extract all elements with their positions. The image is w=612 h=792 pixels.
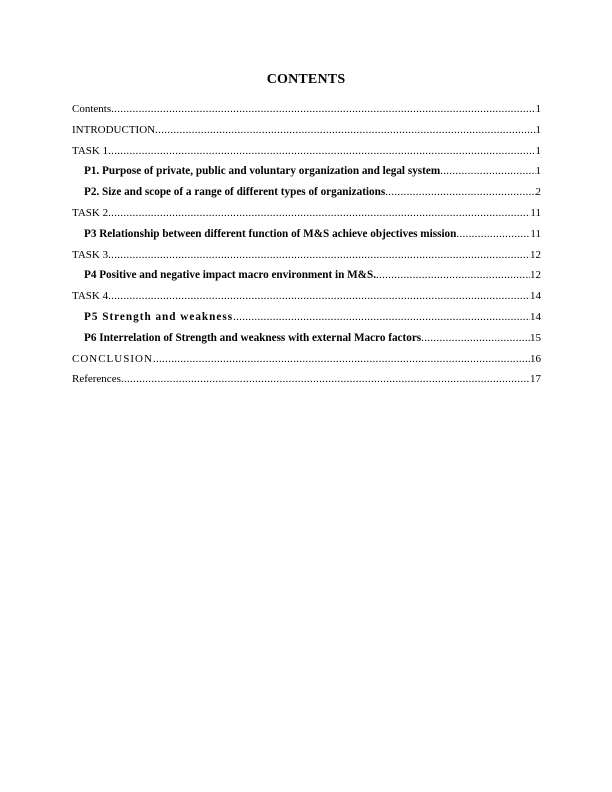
toc-dot-leader (108, 144, 535, 158)
toc-entry-task-1[interactable] (72, 144, 541, 165)
toc-entry-label: P3 Relationship between different function of M&S achieve objectives mission (84, 227, 457, 240)
toc-entry-task-4[interactable] (72, 289, 541, 310)
toc-entry-introduction[interactable] (72, 123, 541, 144)
toc-page-number: 12 (530, 269, 541, 282)
toc-page-number: 1 (535, 165, 541, 178)
toc-entry-label: P1. Purpose of private, public and voluntary organization and legal system (84, 165, 441, 178)
toc-page-number: 16 (530, 352, 541, 365)
toc-entry-p6[interactable] (72, 331, 541, 352)
toc-entry-contents[interactable] (72, 102, 541, 123)
toc-page-number: 1 (535, 103, 541, 115)
toc-page-number: 12 (530, 248, 541, 261)
toc-entry-label: TASK 2 (72, 206, 109, 219)
toc-entry-label: P5 Strength and weakness (84, 310, 234, 323)
toc-entry-label: P4 Positive and negative impact macro environment in M&S. (84, 269, 376, 282)
toc-entry-conclusion[interactable] (72, 352, 541, 373)
toc-page-number: 15 (530, 331, 541, 344)
toc-title: CONTENTS (266, 72, 346, 87)
toc-entry-label: References (72, 373, 121, 386)
toc-dot-leader (421, 331, 530, 345)
toc-entry-p3[interactable] (72, 227, 541, 248)
toc-entry-task-3[interactable] (72, 248, 541, 269)
toc-dot-leader (111, 102, 535, 116)
toc-entry-p4[interactable] (72, 268, 541, 289)
toc-page-number: 1 (535, 144, 541, 157)
toc-entry-label: TASK 3 (72, 248, 109, 261)
toc-page-number: 17 (530, 373, 541, 386)
toc-entry-label: TASK 4 (72, 290, 109, 303)
toc-dot-leader (108, 289, 530, 303)
toc-page-number: 14 (530, 290, 541, 303)
toc-dot-leader (108, 206, 530, 220)
toc-page-number: 14 (530, 310, 541, 323)
toc-dot-leader (153, 352, 530, 366)
toc-page-number: 11 (530, 206, 541, 219)
toc-dot-leader (108, 248, 530, 262)
toc-entry-p1[interactable] (72, 164, 541, 185)
toc-page-number: 2 (535, 186, 541, 199)
toc-dot-leader (456, 227, 530, 241)
toc-entry-references[interactable] (72, 372, 541, 393)
toc-entry-label: P6 Interrelation of Strength and weakness with external Macro factors (84, 331, 422, 344)
toc-page-number: 11 (530, 227, 541, 240)
toc-entry-label: INTRODUCTION (72, 123, 156, 136)
toc-dot-leader (121, 372, 530, 386)
toc-entry-label: P2. Size and scope of a range of different types of organizations (84, 186, 386, 199)
toc-entry-task-2[interactable] (72, 206, 541, 227)
toc-entry-p5[interactable] (72, 310, 541, 331)
toc-dot-leader (385, 185, 535, 199)
toc-entry-label: TASK 1 (72, 144, 109, 157)
toc-entry-label: CONCLUSION (72, 352, 153, 365)
toc-page-number: 1 (535, 123, 541, 136)
toc-dot-leader (233, 310, 530, 324)
toc-entry-p2[interactable] (72, 185, 541, 206)
toc-dot-leader (155, 123, 535, 137)
table-of-contents (72, 102, 541, 393)
toc-dot-leader (440, 164, 535, 178)
toc-dot-leader (376, 268, 530, 282)
toc-entry-label: Contents (72, 103, 112, 115)
